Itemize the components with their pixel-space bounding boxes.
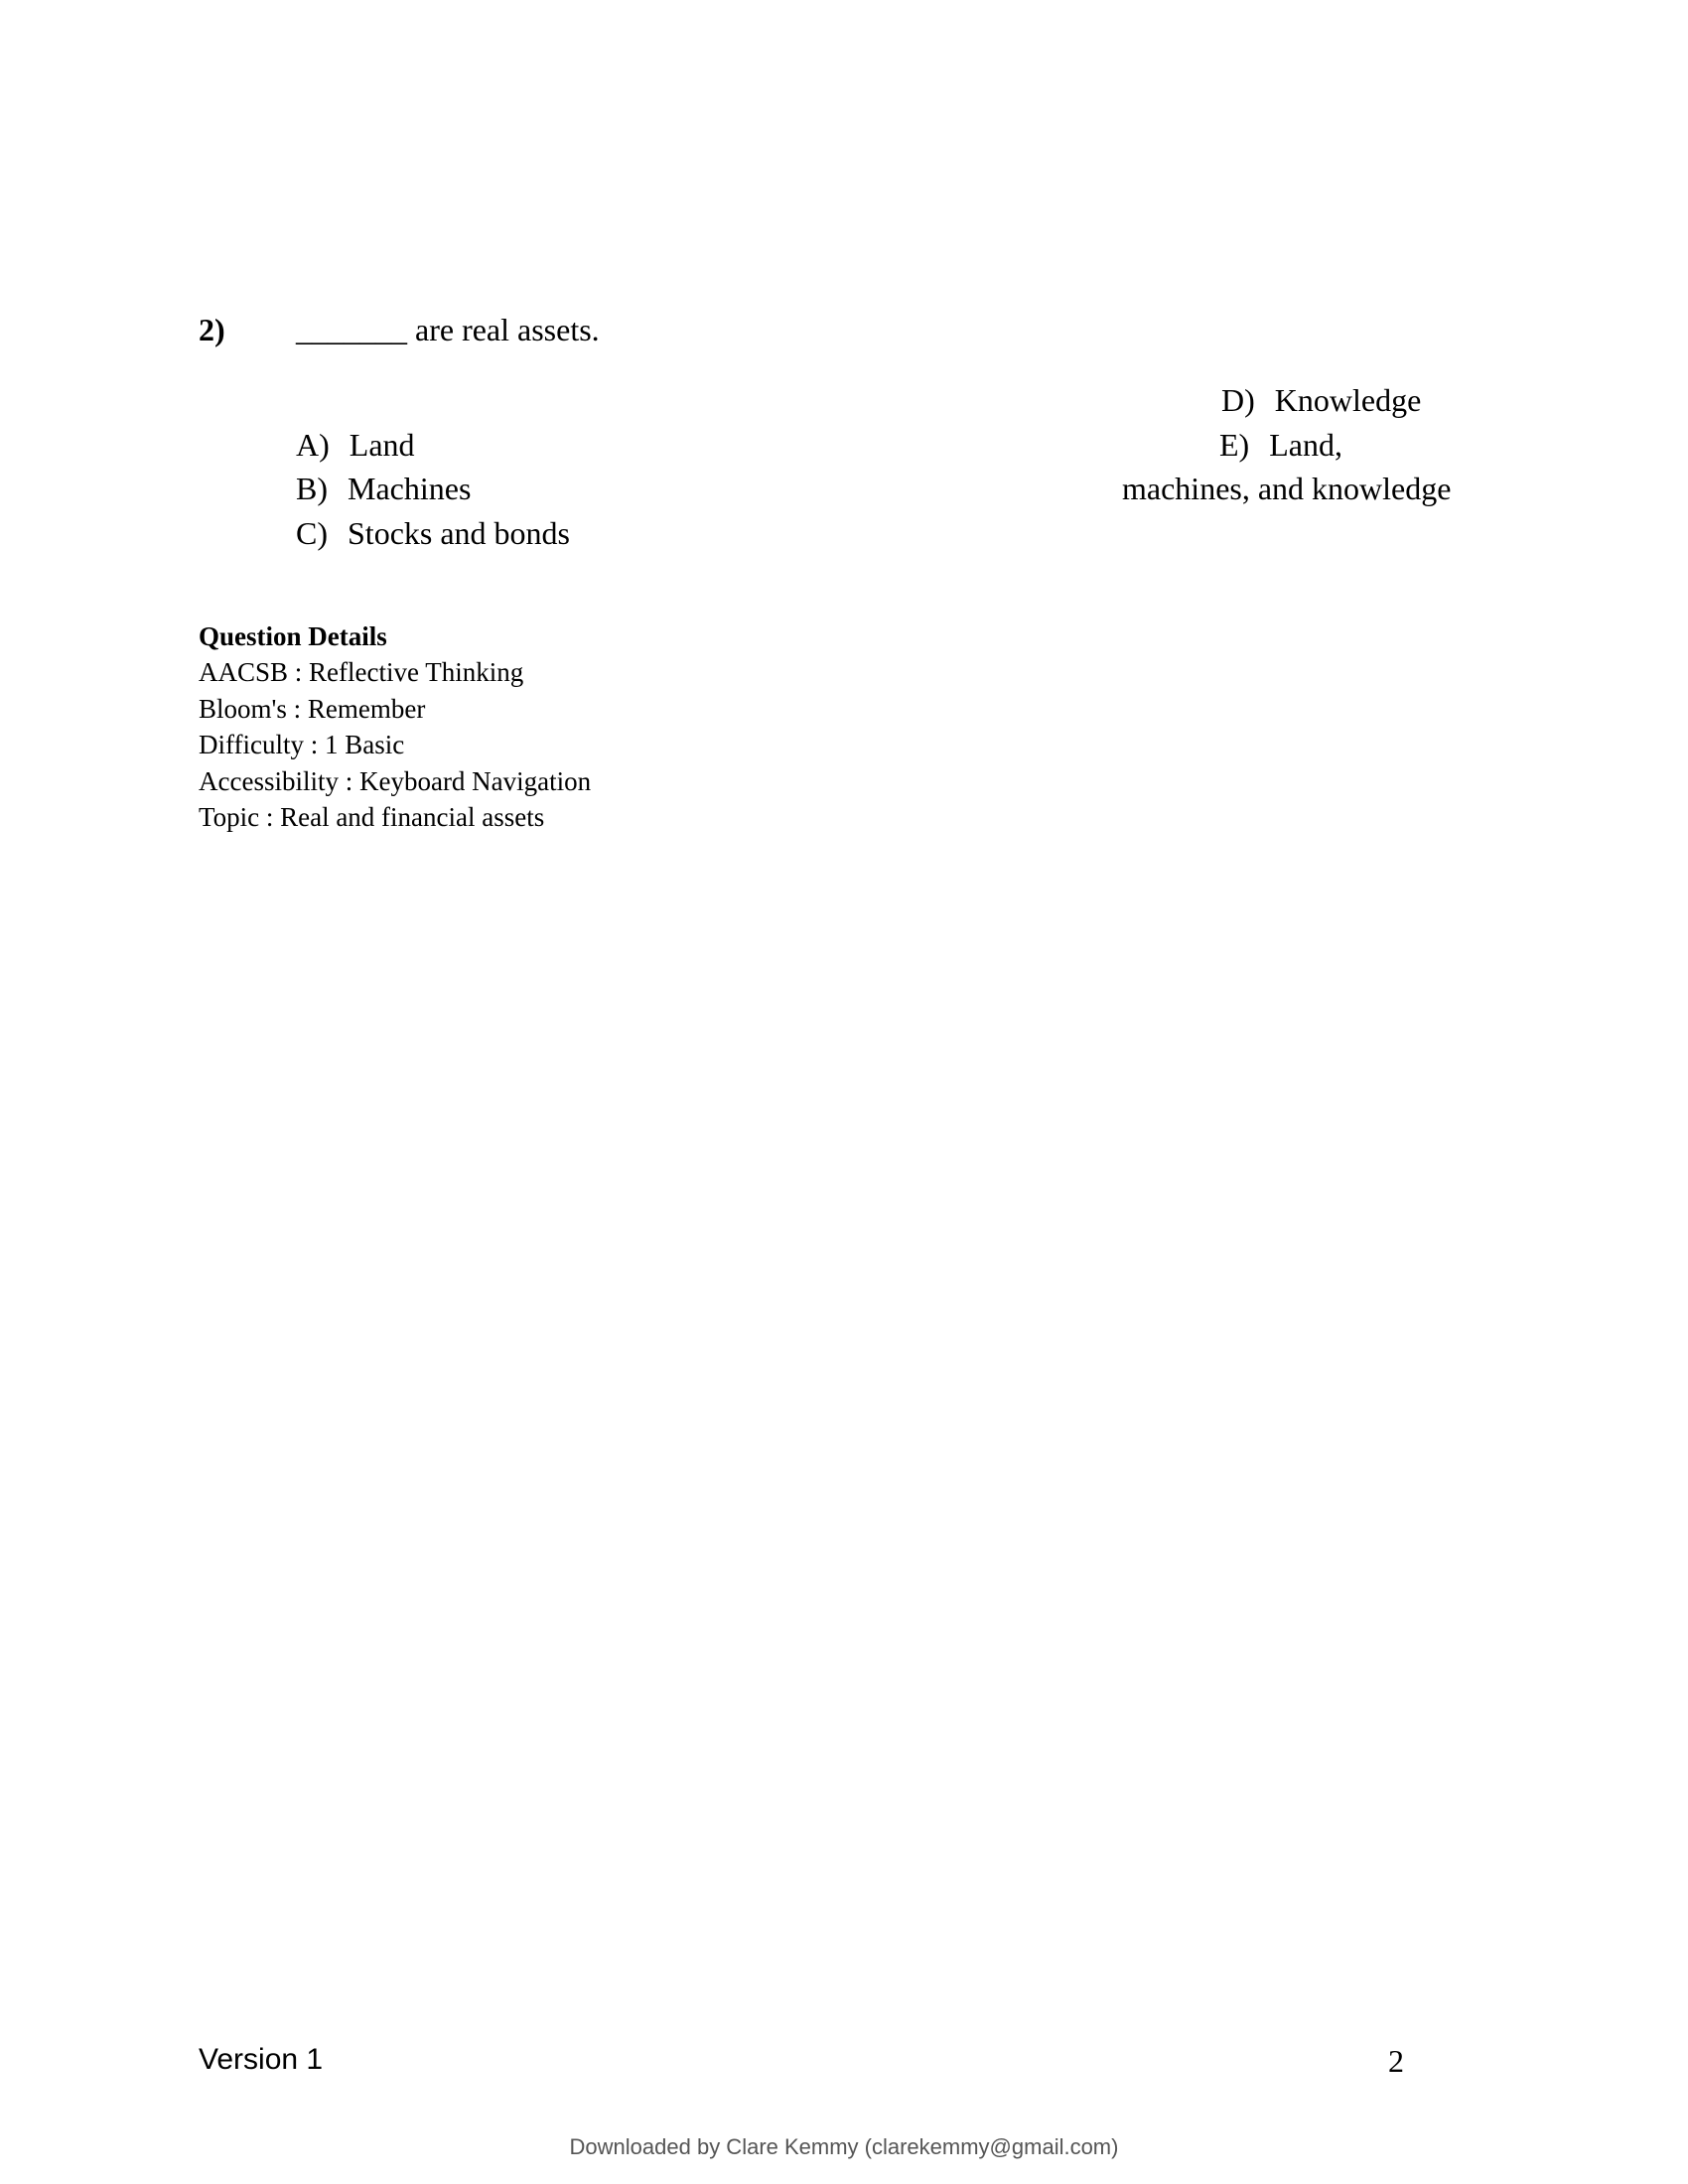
- option-e: [1219, 427, 1342, 464]
- option-e-continuation: machines, and knowledge: [1122, 471, 1452, 506]
- detail-accessibility: Accessibility : Keyboard Navigation: [199, 766, 592, 796]
- detail-topic: Topic : Real and financial assets: [199, 802, 545, 832]
- detail-difficulty: Difficulty : 1 Basic: [199, 730, 405, 759]
- option-text: Land,: [1269, 427, 1342, 463]
- option-text: Machines: [348, 471, 472, 506]
- option-letter: D): [1221, 382, 1255, 418]
- option-c: [296, 515, 570, 552]
- option-letter: A): [296, 427, 330, 463]
- option-letter: B): [296, 471, 328, 506]
- question-number: 2): [199, 312, 225, 347]
- option-text: Knowledge: [1274, 382, 1422, 418]
- page-number: 2: [1388, 2043, 1404, 2079]
- question-details-heading: Question Details: [199, 621, 387, 651]
- question-stem: _______ are real assets.: [296, 312, 600, 347]
- option-d: [1221, 382, 1421, 419]
- option-letter: C): [296, 515, 328, 551]
- download-note: Downloaded by Clare Kemmy (clarekemmy@gmail.com): [569, 2134, 1119, 2159]
- option-text: Land: [349, 427, 415, 463]
- option-a: [296, 427, 415, 464]
- footer-version: Version 1: [199, 2043, 324, 2076]
- option-b: [296, 471, 471, 507]
- option-text: Stocks and bonds: [348, 515, 570, 551]
- detail-aacsb: AACSB : Reflective Thinking: [199, 657, 524, 687]
- option-letter: E): [1219, 427, 1250, 463]
- detail-blooms: Bloom's : Remember: [199, 694, 426, 724]
